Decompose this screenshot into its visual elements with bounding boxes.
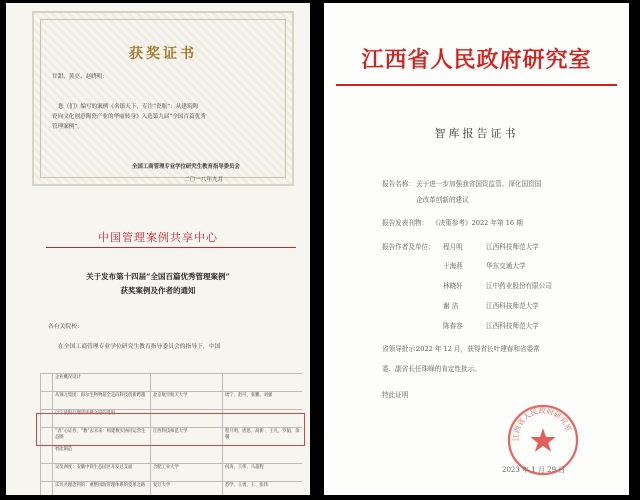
- leader-instruction-label: 省领导批示：: [382, 345, 422, 353]
- certificate-issuer: 全国工商管理专业学位研究生教育指导委员会: [132, 164, 240, 170]
- case-center-name: 中国管理案例共享中心: [98, 231, 218, 244]
- table-cell: 周宁、赵可、张鹏、刘强: [222, 392, 302, 410]
- table-cell: 何涛、王伟、马超程: [222, 464, 302, 482]
- table-cell: [150, 446, 222, 464]
- certificate-date: 2023 年 1 月 29 日: [502, 466, 566, 474]
- table-row: [40, 463, 302, 482]
- table-cell: 程月明、唐思、高新 、王凡、罗韬、余馨: [222, 428, 302, 446]
- highlight-box: [36, 413, 305, 446]
- table-cell: “容”心证券，“数”去未来：构建数实协同运营生态圈: [52, 428, 150, 446]
- report-title-line1: 关于进一步加强我省国资监管、深化国资国: [416, 180, 542, 188]
- certification-statement: 特此证明: [382, 391, 409, 399]
- table-row: [40, 481, 302, 495]
- svg-text:江西省人民政府研究室: 江西省人民政府研究室: [511, 406, 574, 442]
- certificate-date: 二〇一八年九月: [184, 177, 224, 183]
- author-org: 江中药业股份有限公司: [486, 282, 552, 290]
- notice-body: 在全国工商管理专业学位研究生教育指导委员会的指导下，中国: [58, 344, 221, 350]
- author-org: 华东交通大学: [486, 262, 526, 270]
- author-name: 程月明: [443, 243, 463, 251]
- office-title: 江西省人民政府研究室: [361, 47, 592, 73]
- table-cell: [40, 392, 52, 410]
- author-org: 江西科技师范大学: [486, 322, 539, 330]
- certificate-body-line3: 管理案例”。: [52, 124, 83, 130]
- table-cell: 苏学、王勇、王、张伟: [222, 482, 302, 495]
- table-cell: 企业概况设计: [52, 374, 150, 392]
- author-name: 林晓轩: [443, 282, 463, 290]
- table-cell: 从锦元集团：海尔生物物超全走向科技创新跨越: [52, 392, 150, 410]
- table-cell: 江西科技师范大学: [150, 428, 222, 446]
- report-title-line2: 企改革创新的建议: [416, 196, 469, 204]
- author-name: 于海燕: [443, 262, 463, 270]
- office-divider: [336, 84, 617, 86]
- think-tank-certificate-panel: [324, 3, 629, 495]
- certificate-body-line2: 瓷向文化创意陶瓷产业的华丽转身》入选第九届“全国百篇优秀: [52, 114, 206, 120]
- certificate-heading: 智库报告证书: [434, 127, 519, 140]
- leader-instruction-line2: 委、副省长任珠峰的肯定性批示。: [382, 365, 481, 373]
- table-cell: [40, 374, 52, 392]
- table-row: [40, 445, 302, 464]
- publication-label: 报告发表刊物：: [382, 219, 429, 227]
- case-center-divider: [46, 247, 296, 248]
- certificate-body-line1: 您（们）编写的案例《名镇天下，专注“瓷瓶”：从建筑陶: [58, 104, 198, 110]
- table-cell: 复旦大学: [150, 482, 222, 495]
- table-cell: 乐贝共理念到的：重整风险管理体系的变革之路: [52, 482, 150, 495]
- author-org: 江西科技师范大学: [486, 243, 539, 251]
- award-notice-panel: [6, 3, 310, 495]
- table-cell: 北京航空航天大学: [150, 392, 222, 410]
- table-cell: 智能制造: [52, 446, 150, 464]
- table-cell: [222, 446, 302, 464]
- table-cell: 吴昊洲度：安徽中铁生态园区开发总支面: [52, 464, 150, 482]
- table-cell: 以宁波银行理清法律之道的选取: [52, 410, 150, 428]
- certificate-title: 获奖证书: [129, 46, 197, 62]
- authors-label: 报告作者及单位：: [382, 243, 435, 251]
- table-cell: [150, 374, 222, 392]
- author-org: 江西科技师范大学: [486, 302, 539, 310]
- table-cell: [40, 482, 52, 495]
- author-name: 陈春容: [443, 322, 463, 330]
- notice-title-line1: 关于发布第十四届“全国百篇优秀管理案例”: [86, 272, 230, 281]
- publication-value: 《决策参考》2022 年第 16 期: [432, 219, 523, 227]
- table-row: [40, 391, 302, 410]
- report-title-label: 报告名称：: [382, 180, 415, 188]
- notice-greeting: 各有关院校：: [48, 324, 83, 330]
- table-cell: [40, 464, 52, 482]
- certificate-names: 甘甜、黄亮、赵晓明：: [52, 74, 108, 80]
- table-cell: [40, 446, 52, 464]
- table-cell: [222, 374, 302, 392]
- leader-instruction-line1: 2022 年 12 月，获得省长叶建春和省委常: [416, 345, 540, 353]
- notice-title-line2: 获奖案例及作者的通知: [120, 286, 196, 295]
- table-row: [40, 373, 302, 392]
- table-cell: 合肥工业大学: [150, 464, 222, 482]
- author-name: 谢 洁: [443, 302, 459, 310]
- award-certificate: [32, 11, 294, 186]
